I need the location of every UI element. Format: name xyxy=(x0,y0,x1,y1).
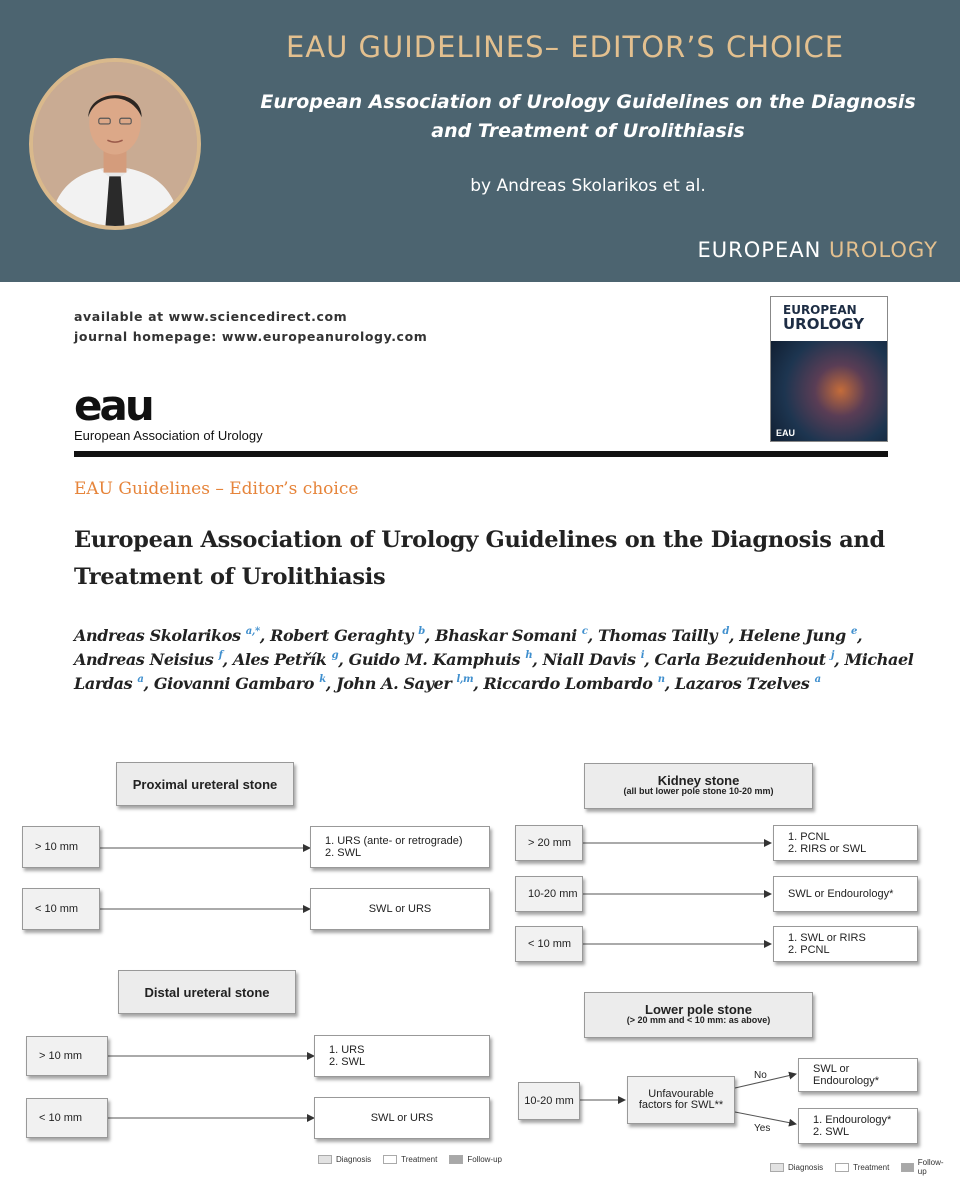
kidney-header xyxy=(584,763,813,809)
kidney-cond-gt20: > 20 mm xyxy=(515,825,583,861)
kidney-treat-lt10 xyxy=(773,926,918,962)
author-affiliation: c xyxy=(581,626,588,637)
banner-article-title: European Association of Urology Guidelines on the Diagnosis and Treatment of Urolithiasis xyxy=(260,91,916,142)
legend-right-followup: Follow-up xyxy=(917,1158,944,1176)
author-affiliation: k xyxy=(319,674,326,685)
author-name: Carla Bezuidenhout xyxy=(654,650,831,669)
proximal-treat-gt10-1: 1. URS (ante- or retrograde) xyxy=(325,835,463,847)
author-name: Robert Geraghty xyxy=(270,626,419,645)
kidney-treat-gt20-2: 2. RIRS or SWL xyxy=(788,843,867,855)
legend-swatch-treatment xyxy=(383,1155,397,1164)
cover-title-line1: EUROPEAN xyxy=(783,303,857,317)
kidney-header-sub: (all but lower pole stone 10-20 mm) xyxy=(623,786,774,796)
author-affiliation: d xyxy=(722,626,729,637)
lower-pole-header xyxy=(584,992,813,1038)
author-affiliation: a,* xyxy=(245,626,260,637)
author-affiliation: g xyxy=(331,650,339,661)
legend-right-diagnosis: Diagnosis xyxy=(788,1162,824,1172)
author-affiliation: a xyxy=(137,674,144,685)
lower-pole-yes-2: 2. SWL xyxy=(813,1126,850,1138)
author-affiliation: n xyxy=(657,674,665,685)
distal-header: Distal ureteral stone xyxy=(118,970,296,1014)
paper-title: European Association of Urology Guidelines on the Diagnosis and Treatment of Urolithiasis xyxy=(74,527,885,590)
legend-right-treatment: Treatment xyxy=(853,1162,890,1172)
legend-treatment: Treatment xyxy=(401,1155,438,1164)
homepage-line: journal homepage: www.europeanurology.com xyxy=(74,329,428,344)
author-name: Ales Petřík xyxy=(232,650,332,669)
legend-right-swatch-diagnosis xyxy=(770,1163,784,1172)
author-name: Helene Jung xyxy=(739,626,851,645)
author-name: Guido M. Kamphuis xyxy=(348,650,526,669)
author-affiliation: j xyxy=(830,650,835,661)
banner-title: EAU GUIDELINES– EDITOR’S CHOICE xyxy=(285,30,845,64)
proximal-treat-lt10: SWL or URS xyxy=(310,888,490,930)
distal-treat-lt10: SWL or URS xyxy=(314,1097,490,1139)
author-name: John A. Sayer xyxy=(336,674,457,693)
author-name: Lazaros Tzelves xyxy=(674,674,815,693)
author-name: Riccardo Lombardo xyxy=(483,674,658,693)
legend-followup: Follow-up xyxy=(467,1155,502,1164)
author-affiliation: f xyxy=(218,650,223,661)
legend-diagnosis: Diagnosis xyxy=(336,1155,372,1164)
eau-logo-mark: eau xyxy=(74,381,152,430)
author-affiliation: i xyxy=(640,650,645,661)
banner-byline: by Andreas Skolarikos et al. xyxy=(470,176,706,196)
lower-pole-header-sub: (> 20 mm and < 10 mm: as above) xyxy=(626,1015,771,1025)
proximal-treat-gt10-2: 2. SWL xyxy=(325,847,362,859)
kidney-treat-10-20: SWL or Endourology* xyxy=(773,876,918,912)
sciencedirect-line: available at www.sciencedirect.com xyxy=(74,309,348,324)
lower-pole-yes-result xyxy=(798,1108,918,1144)
kidney-treat-lt10-2: 2. PCNL xyxy=(788,944,830,956)
proximal-treat-gt10 xyxy=(310,826,490,868)
distal-treat-gt10 xyxy=(314,1035,490,1077)
kidney-cond-lt10: < 10 mm xyxy=(515,926,583,962)
legend-right xyxy=(770,1158,960,1176)
lower-pole-yes-label: Yes xyxy=(754,1123,771,1134)
legend-left xyxy=(318,1155,514,1164)
proximal-cond-gt10: > 10 mm xyxy=(22,826,100,868)
legend-swatch-diagnosis xyxy=(318,1155,332,1164)
lower-pole-yes-1: 1. Endourology* xyxy=(813,1114,892,1126)
author-affiliation: b xyxy=(418,626,425,637)
legend-swatch-followup xyxy=(449,1155,463,1164)
distal-cond-gt10: > 10 mm xyxy=(26,1036,108,1076)
kidney-header-title: Kidney stone xyxy=(657,773,740,788)
author-name: Michael Lardas xyxy=(74,650,914,693)
author-name: Bhaskar Somani xyxy=(435,626,582,645)
journal-name-part2: UROLOGY xyxy=(828,238,938,262)
author-affiliation: a xyxy=(814,674,821,685)
lower-pole-no-label: No xyxy=(754,1070,767,1081)
lower-pole-header-title: Lower pole stone xyxy=(645,1002,752,1017)
author-name: Andreas Skolarikos xyxy=(74,626,246,645)
legend-right-swatch-followup xyxy=(901,1163,913,1172)
kidney-treat-gt20-1: 1. PCNL xyxy=(788,831,830,843)
author-affiliation: h xyxy=(525,650,533,661)
author-affiliation: l,m xyxy=(456,674,474,685)
lower-pole-cond: 10-20 mm xyxy=(518,1082,580,1120)
cover-footer: EAU xyxy=(776,428,796,438)
eau-logo-name: European Association of Urology xyxy=(74,428,263,443)
lower-pole-decision-1: Unfavourable xyxy=(648,1088,714,1100)
author-name: Giovanni Gambaro xyxy=(153,674,320,693)
section-label: EAU Guidelines – Editor’s choice xyxy=(74,479,359,499)
author-name: Andreas Neisius xyxy=(74,650,219,669)
author-list: Andreas Skolarikos $^{a,*}$, Robert Geraghty $^b$, Bhaskar Somani $^c$, Thomas Tailly $^d$, Helene Jung $^e$, Andreas Neisius $^f$, Ales Petřík $^g$, Guido M. Kamphuis $^h$, Niall Davis $^i$, Carla Bezuidenhout $^j$, Michael Lardas $^a$, Giovanni Gambaro $^k$, John A. Sayer $^{l,m}$, Riccardo Lombardo $^n$, Lazaros Tzelves $^a$ xyxy=(74,626,914,693)
kidney-treat-gt20 xyxy=(773,825,918,861)
proximal-header: Proximal ureteral stone xyxy=(116,762,294,806)
author-name: Niall Davis xyxy=(542,650,641,669)
proximal-cond-lt10: < 10 mm xyxy=(22,888,100,930)
lower-pole-no-result: SWL or Endourology* xyxy=(798,1058,918,1092)
distal-cond-lt10: < 10 mm xyxy=(26,1098,108,1138)
distal-treat-gt10-2: 2. SWL xyxy=(329,1056,366,1068)
lower-pole-decision-2: factors for SWL** xyxy=(638,1099,724,1111)
kidney-treat-lt10-1: 1. SWL or RIRS xyxy=(788,932,866,944)
legend-right-swatch-treatment xyxy=(835,1163,849,1172)
distal-treat-gt10-1: 1. URS xyxy=(329,1044,365,1056)
journal-name-part1: EUROPEAN xyxy=(697,238,829,262)
author-affiliation: e xyxy=(850,626,857,637)
cover-title-line2: UROLOGY xyxy=(783,315,865,333)
lower-pole-decision xyxy=(627,1076,735,1124)
kidney-cond-10-20: 10-20 mm xyxy=(515,876,583,912)
author-name: Thomas Tailly xyxy=(597,626,723,645)
